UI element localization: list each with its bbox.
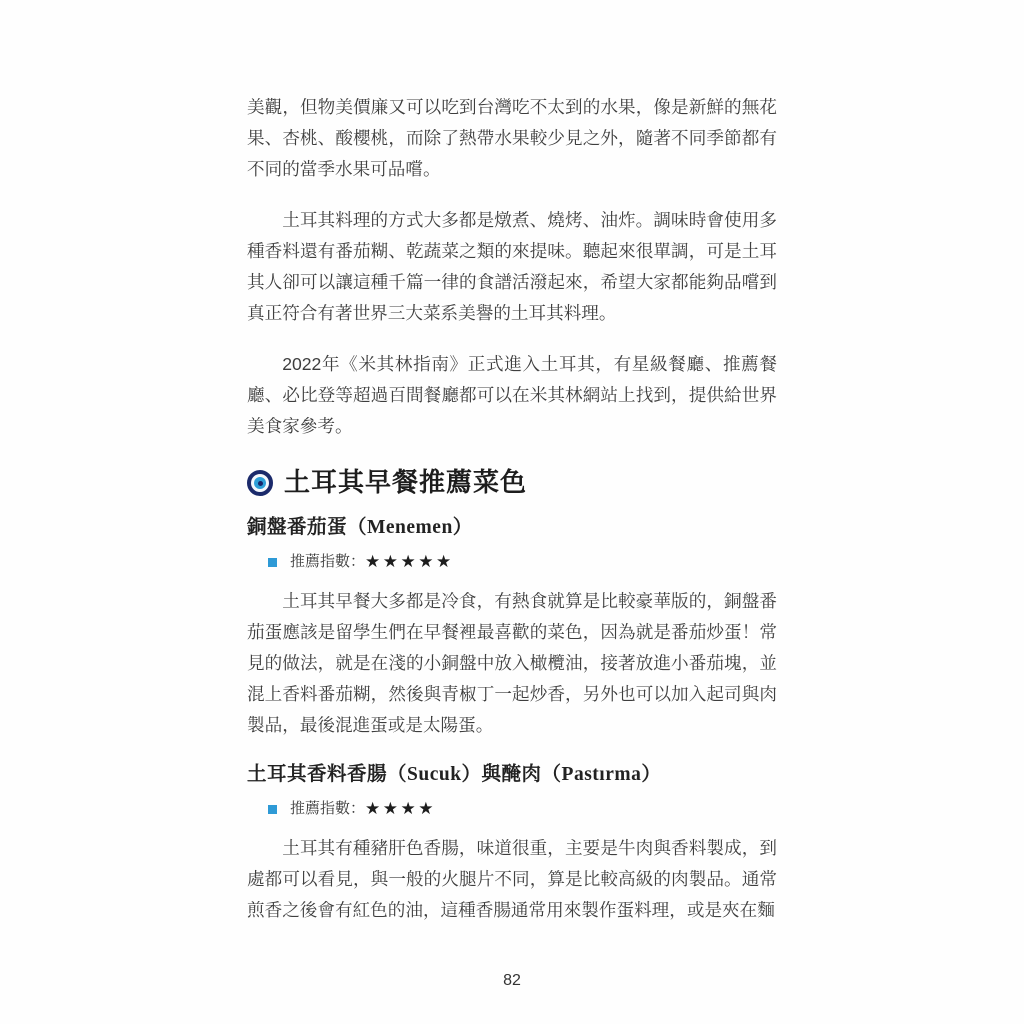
- paragraph-michelin: 2022年《米其林指南》正式進入土耳其，有星級餐廳、推薦餐廳、必比登等超過百間餐廳都可以在米其林網站上找到，提供給世界美食家參考。: [247, 354, 777, 436]
- paragraph-sucuk-body: 土耳其有種豬肝色香腸，味道很重，主要是牛肉與香料製成，到處都可以看見，與一般的火腿片不同，算是比較高級的肉製品。通常煎香之後會有紅色的油，這種香腸通常用來製作蛋料理，或是夾在麵: [247, 838, 777, 920]
- dish-title-menemen: 銅盤番茄蛋（Menemen）: [247, 517, 473, 538]
- paragraph-menemen-body: 土耳其早餐大多都是冷食，有熱食就算是比較豪華版的，銅盤番茄蛋應該是留學生們在早餐裡最喜歡的菜色，因為就是番茄炒蛋！常見的做法，就是在淺的小銅盤中放入橄欖油，接著放進小番茄塊，並混上香料番茄糊，然後與青椒丁一起炒香，另外也可以加入起司與肉製品，最後混進蛋或是太陽蛋。: [247, 591, 777, 735]
- paragraph-fruit: 美觀，但物美價廉又可以吃到台灣吃不太到的水果，像是新鮮的無花果、杏桃、酸櫻桃，而除了熱帶水果較少見之外，隨著不同季節都有不同的當季水果可品嚐。: [247, 97, 777, 179]
- page-number: 82: [503, 972, 521, 989]
- square-bullet-icon: [268, 805, 277, 814]
- page-content-column: [247, 92, 777, 946]
- nazar-eye-pupil: [258, 481, 263, 486]
- rating-line-menemen: [247, 551, 777, 573]
- square-bullet-icon: [268, 558, 277, 567]
- rating-stars: ★★★★★: [365, 552, 454, 571]
- section-heading-breakfast: [247, 466, 777, 500]
- rating-label: 推薦指數：: [290, 801, 366, 817]
- section-title: 土耳其早餐推薦菜色: [284, 468, 528, 497]
- nazar-eye-iris: [254, 477, 266, 489]
- paragraph-cooking-methods: 土耳其料理的方式大多都是燉煮、燒烤、油炸。調味時會使用多種香料還有番茄糊、乾蔬菜之類的來提味。聽起來很單調，可是土耳其人卻可以讓這種千篇一律的食譜活潑起來，希望大家都能夠品嚐到真正符合有著世界三大菜系美譽的土耳其料理。: [247, 210, 777, 323]
- rating-stars: ★★★★: [365, 799, 436, 818]
- nazar-eye-icon: [247, 470, 273, 496]
- rating-line-sucuk: [247, 798, 777, 820]
- rating-label: 推薦指數：: [290, 554, 366, 570]
- dish-title-sucuk-pastirma: 土耳其香料香腸（Sucuk）與醃肉（Pastırma）: [247, 764, 662, 785]
